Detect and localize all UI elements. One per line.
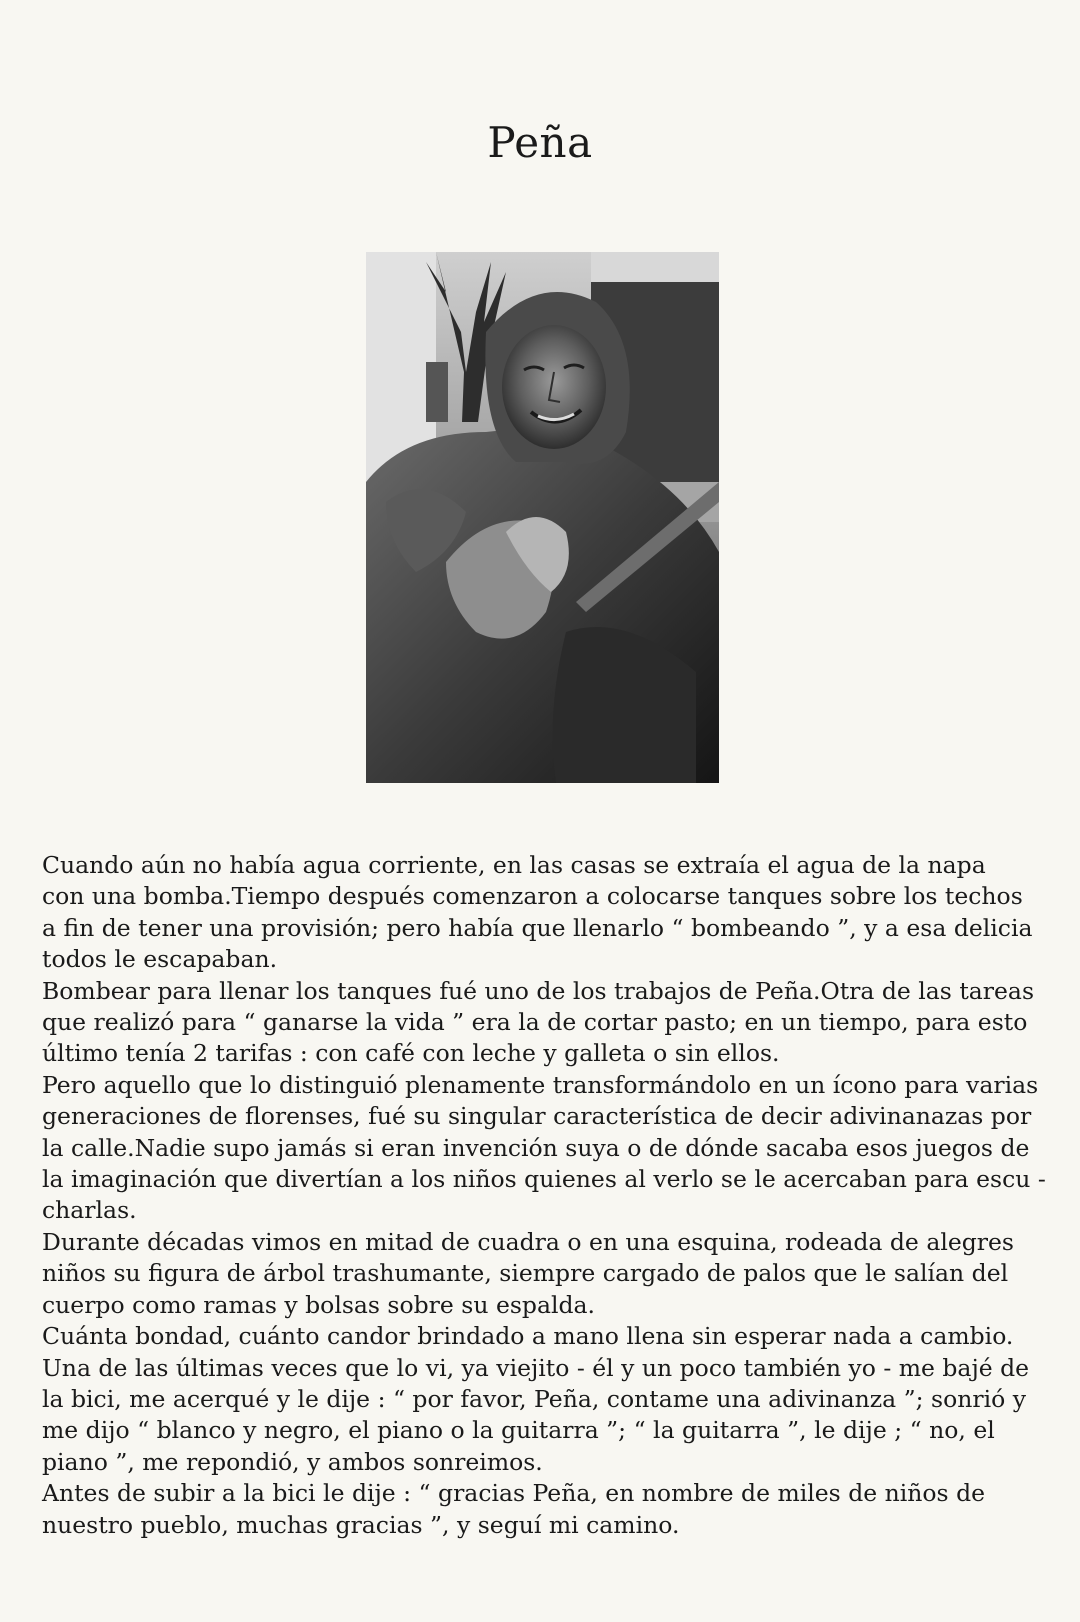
portrait-photo-icon [366, 252, 719, 783]
portrait-photo [366, 252, 719, 783]
text-line: generaciones de florenses, fué su singular característica de decir adivinanazas por [42, 1102, 1032, 1131]
text-line: Una de las últimas veces que lo vi, ya viejito - él y un poco también yo - me bajé de [42, 1353, 1030, 1382]
text-line: la imaginación que divertían a los niños quienes al verlo se le acercaban para escu - [42, 1165, 1046, 1194]
body-text [42, 850, 1052, 1541]
text-line: Bombear para llenar los tanques fué uno de los trabajos de Peña.Otra de las tareas [42, 976, 1035, 1005]
text-line: con una bomba.Tiempo después comenzaron a colocarse tanques sobre los techos [42, 882, 1023, 911]
text-line: charlas. [42, 1196, 137, 1225]
text-line: Pero aquello que lo distinguió plenamente transformándolo en un ícono para varias [42, 1070, 1039, 1099]
text-line: cuerpo como ramas y bolsas sobre su espalda. [42, 1290, 596, 1319]
text-line: Antes de subir a la bici le dije : “ gracias Peña, en nombre de miles de niños de [42, 1479, 986, 1508]
page-title: Peña [487, 118, 593, 167]
text-line: la calle.Nadie supo jamás si eran invención suya o de dónde sacaba esos juegos de [42, 1133, 1030, 1162]
text-line: Cuánta bondad, cuánto candor brindado a mano llena sin esperar nada a cambio. [42, 1322, 1014, 1351]
text-line: último tenía 2 tarifas : con café con leche y galleta o sin ellos. [42, 1039, 780, 1068]
text-line: todos le escapaban. [42, 945, 278, 974]
text-line: me dijo “ blanco y negro, el piano o la guitarra ”; “ la guitarra ”, le dije ; “ no, el [42, 1416, 995, 1445]
text-line: a fin de tener una provisión; pero había que llenarlo “ bombeando ”, y a esa delicia [42, 913, 1033, 942]
text-line: Durante décadas vimos en mitad de cuadra o en una esquina, rodeada de alegres [42, 1227, 1014, 1256]
text-line: niños su figura de árbol trashumante, siempre cargado de palos que le salían del [42, 1259, 1009, 1288]
text-line: que realizó para “ ganarse la vida ” era la de cortar pasto; en un tiempo, para esto [42, 1008, 1028, 1037]
text-line: Cuando aún no había agua corriente, en las casas se extraía el agua de la napa [42, 851, 986, 879]
text-line: piano ”, me repondió, y ambos sonreimos. [42, 1447, 543, 1476]
text-line: la bici, me acerqué y le dije : “ por favor, Peña, contame una adivinanza ”; sonrió y [42, 1384, 1027, 1413]
text-line: nuestro pueblo, muchas gracias ”, y seguí mi camino. [42, 1510, 680, 1539]
